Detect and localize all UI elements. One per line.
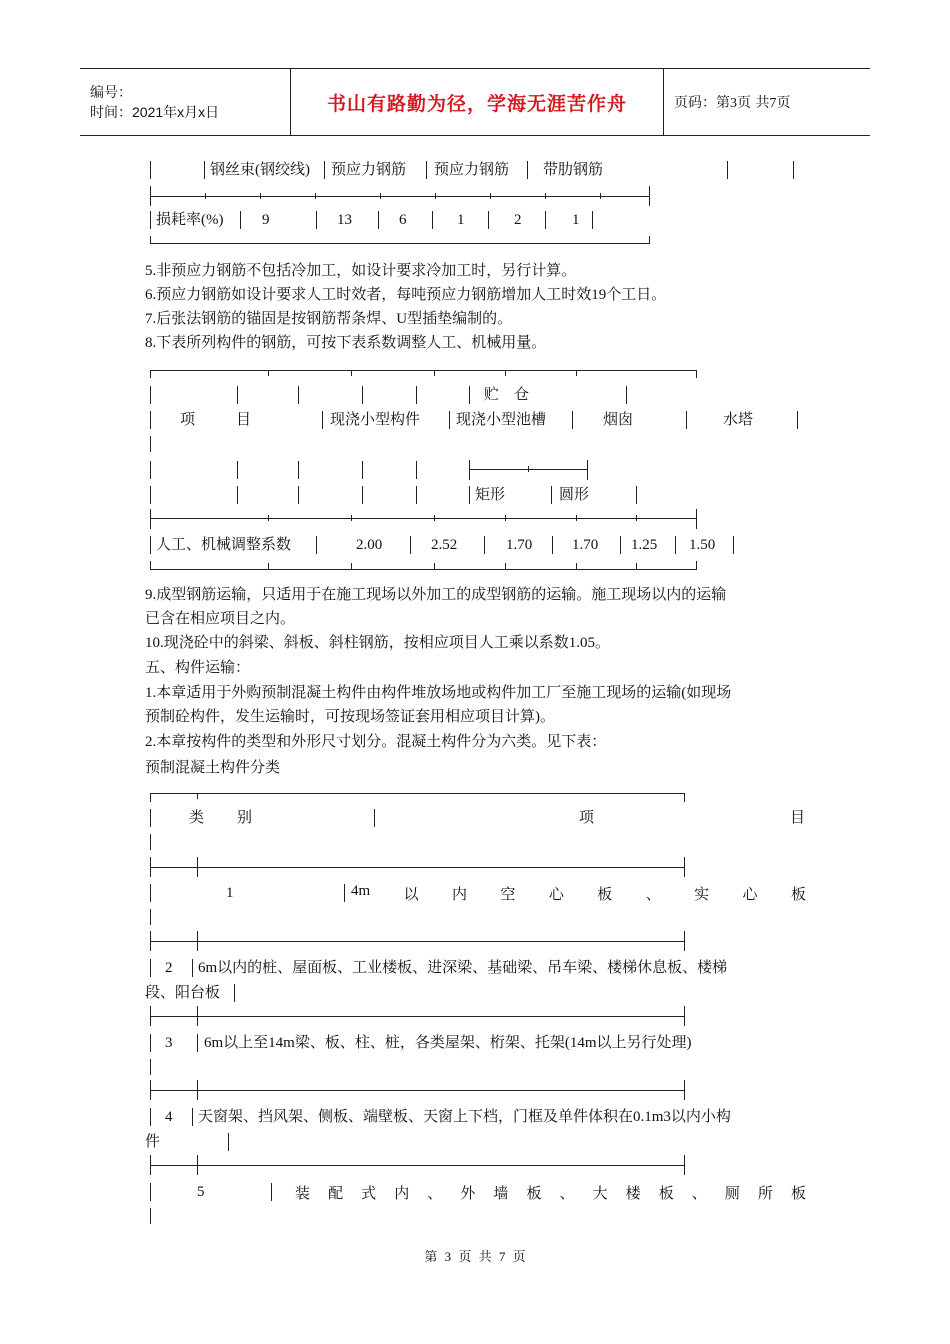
loss-header-1: 钢丝束(钢绞线) bbox=[210, 162, 310, 178]
row-text-continued: 件 bbox=[145, 1134, 161, 1150]
row-number: 1 bbox=[226, 885, 234, 901]
item-label-a: 项 bbox=[180, 412, 196, 428]
small-member-label: 现浇小型构件 bbox=[330, 412, 421, 428]
loss-value-2: 13 bbox=[337, 212, 352, 228]
row-text-continued: 段、阳台板 bbox=[145, 985, 221, 1001]
loss-header-3: 预应力钢筋 bbox=[434, 162, 510, 178]
section-5-title: 五、构件运输： bbox=[145, 660, 251, 676]
loss-value-4: 1 bbox=[457, 212, 465, 228]
table-caption: 预制混凝土构件分类 bbox=[145, 760, 281, 776]
section-5-note-1-line-1: 1.本章适用于外购预制混凝土构件由构件堆放场地或构件加工厂至施工现场的运输(如现场 bbox=[145, 685, 732, 701]
page-header bbox=[80, 68, 870, 136]
loss-row-label: 损耗率(%) bbox=[156, 212, 224, 228]
coef-value-2: 2.52 bbox=[431, 537, 458, 553]
row-text: 装 配 式 内 、 外 墙 板 、 大 楼 板 、 厕 所 板 bbox=[295, 1186, 806, 1202]
col-item-b: 目 bbox=[790, 810, 806, 826]
section-5-note-1-line-2: 预制砼构件，发生运输时，可按现场签证套用相应项目计算)。 bbox=[145, 709, 555, 725]
coef-value-3: 1.70 bbox=[506, 537, 533, 553]
note-7: 7.后张法钢筋的锚固是按钢筋帮条焊、U型插垫编制的。 bbox=[145, 311, 513, 327]
chimney-label: 烟囱 bbox=[603, 412, 634, 428]
loss-value-5: 2 bbox=[514, 212, 522, 228]
row-text: 天窗架、挡风架、侧板、端壁板、天窗上下档，门框及单件体积在0.1m3以内小构 bbox=[198, 1109, 731, 1125]
section-5-note-2: 2.本章按构件的类型和外形尺寸划分。混凝土构件分为六类。见下表： bbox=[145, 734, 607, 750]
serial-label: 编号： bbox=[90, 84, 132, 100]
coef-value-5: 1.25 bbox=[631, 537, 658, 553]
coef-value-1: 2.00 bbox=[356, 537, 383, 553]
note-6: 6.预应力钢筋如设计要求人工时效者，每吨预应力钢筋增加人工时效19个工日。 bbox=[145, 287, 667, 303]
col-item-a: 项 bbox=[579, 810, 595, 826]
round-label: 圆形 bbox=[559, 487, 590, 503]
loss-value-3: 6 bbox=[399, 212, 407, 228]
small-pool-label: 现浇小型池槽 bbox=[456, 412, 547, 428]
coef-value-6: 1.50 bbox=[689, 537, 716, 553]
row-number: 4 bbox=[165, 1109, 173, 1125]
row-number: 2 bbox=[165, 960, 173, 976]
time-label: 时间：2021年x月x日 bbox=[90, 104, 220, 120]
coef-value-4: 1.70 bbox=[572, 537, 599, 553]
water-tower-label: 水塔 bbox=[723, 412, 754, 428]
row-text: 6m以上至14m梁、板、柱、桩，各类屋架、桁架、托架(14m以上另行处理) bbox=[204, 1035, 692, 1051]
note-5: 5.非预应力钢筋不包括冷加工，如设计要求冷加工时，另行计算。 bbox=[145, 263, 577, 279]
col-category-a: 类 bbox=[189, 810, 205, 826]
note-10: 10.现浇砼中的斜梁、斜板、斜柱钢筋，按相应项目人工乘以系数1.05。 bbox=[145, 635, 611, 651]
row-number: 3 bbox=[165, 1035, 173, 1051]
note-8: 8.下表所列构件的钢筋，可按下表系数调整人工、机械用量。 bbox=[145, 335, 547, 351]
motto: 书山有路勤为径，学海无涯苦作舟 bbox=[291, 69, 664, 136]
note-9-line-2: 已含在相应项目之内。 bbox=[145, 611, 296, 627]
row-number: 5 bbox=[197, 1184, 205, 1200]
loss-value-6: 1 bbox=[572, 212, 580, 228]
row-text: 6m以内的桩、屋面板、工业楼板、进深梁、基础梁、吊车梁、楼梯休息板、楼梯 bbox=[198, 960, 728, 976]
silo-label: 贮 仓 bbox=[484, 387, 530, 403]
coef-row-label: 人工、机械调整系数 bbox=[156, 537, 292, 553]
rect-label: 矩形 bbox=[475, 487, 506, 503]
col-category-b: 别 bbox=[237, 810, 253, 826]
loss-header-4: 带肋钢筋 bbox=[543, 162, 604, 178]
item-label-b: 目 bbox=[236, 412, 252, 428]
loss-header-2: 预应力钢筋 bbox=[331, 162, 407, 178]
page-footer: 第 3 页 共 7 页 bbox=[424, 1249, 526, 1264]
header-meta bbox=[80, 69, 291, 136]
page-indicator: 页码：第3页 共7页 bbox=[664, 69, 871, 136]
loss-value-1: 9 bbox=[262, 212, 270, 228]
row-text: 4m 以 内 空 心 板 、 实 心 板 bbox=[351, 883, 806, 903]
note-9-line-1: 9.成型钢筋运输，只适用于在施工现场以外加工的成型钢筋的运输。施工现场以内的运输 bbox=[145, 587, 727, 603]
